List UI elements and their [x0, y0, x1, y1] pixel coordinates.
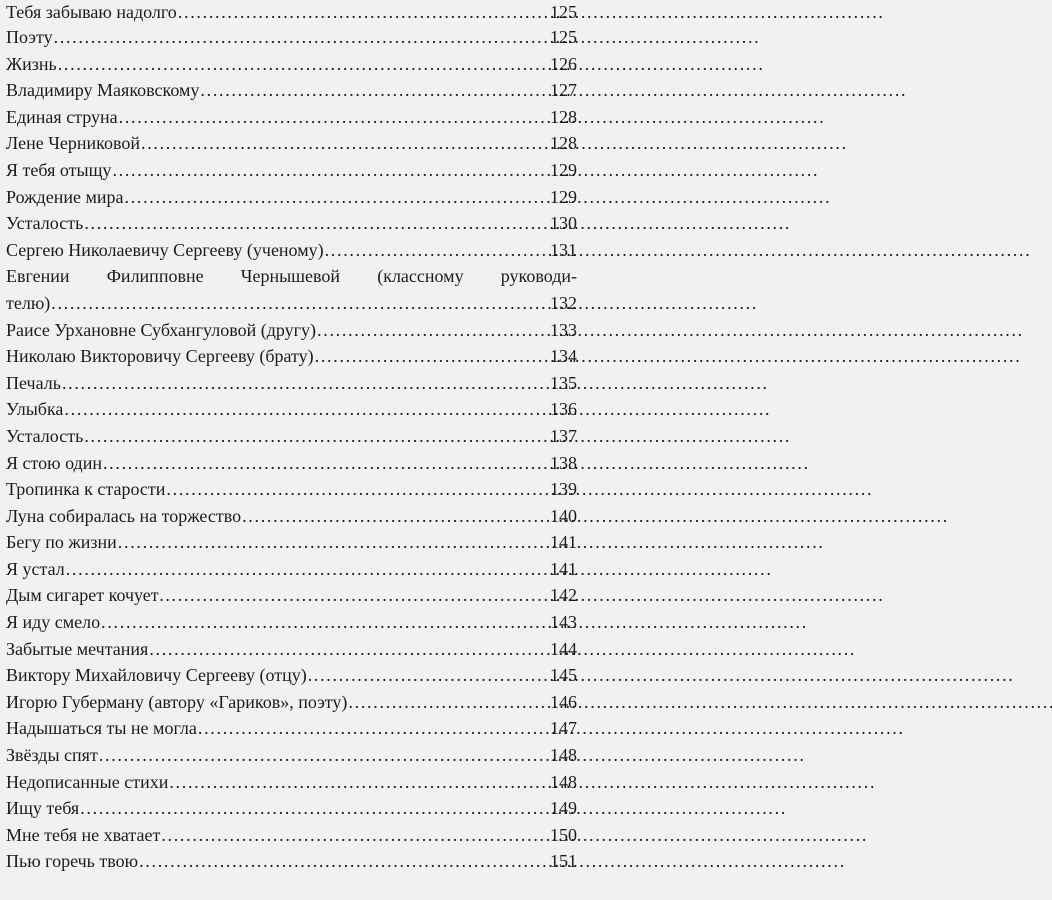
dot-leader	[315, 343, 549, 370]
dot-leader	[112, 157, 549, 184]
toc-entry-title: Забытые мечтания	[6, 638, 149, 659]
toc-entry-title: Пью горечь твою	[6, 851, 139, 872]
toc-entry	[6, 51, 577, 78]
toc-entry-title: Раисе Урхановне Субхангуловой (другу)	[6, 319, 317, 340]
toc-entry-page: 133	[550, 319, 577, 340]
dot-leader	[124, 184, 549, 211]
toc-entry-page: 130	[550, 213, 577, 234]
toc-entry-page: 151	[550, 851, 577, 872]
toc-entry	[6, 556, 577, 583]
dot-leader	[66, 556, 549, 583]
toc-entry	[6, 0, 577, 24]
toc-entry-title: Ищу тебя	[6, 798, 80, 819]
toc-entry-page: 147	[550, 718, 577, 739]
toc-entry-page: 132	[550, 292, 577, 313]
dot-leader	[166, 476, 549, 503]
toc-entry	[6, 370, 577, 397]
toc-entry-page: 141	[550, 558, 577, 579]
toc-entry	[6, 476, 577, 503]
toc-entry-title: Усталость	[6, 425, 84, 446]
dot-leader	[62, 370, 549, 397]
toc-entry-page: 149	[550, 798, 577, 819]
toc-entry-page: 139	[550, 479, 577, 500]
toc-entry	[6, 450, 577, 477]
toc-entry-title: Я иду смело	[6, 612, 101, 633]
toc-entry-page: 150	[550, 824, 577, 845]
toc-entry	[6, 104, 577, 131]
toc-entry	[6, 237, 577, 264]
dot-leader	[84, 423, 549, 450]
dot-leader	[119, 104, 549, 131]
toc-entry-page: 129	[550, 186, 577, 207]
toc-entry-page: 128	[550, 106, 577, 127]
toc-entry-title: Евгении Филипповне Чернышевой (классному руководи-	[6, 266, 577, 287]
toc-entry-title: Дым сигарет кочует…	[6, 585, 177, 606]
toc-entry-page: 137	[550, 425, 577, 446]
toc-entry	[6, 290, 577, 317]
toc-entry-page: 134	[550, 346, 577, 367]
toc-entry-title: Поэту	[6, 27, 53, 47]
toc-entry-page: 138	[550, 452, 577, 473]
toc-entry-title: Недописанные стихи	[6, 771, 169, 792]
toc-entry-title: Единая струна	[6, 106, 118, 127]
toc-entry-page: 125	[550, 2, 577, 22]
dot-leader	[317, 317, 549, 344]
toc-entry-title: Тебя забываю надолго	[6, 2, 177, 22]
toc-entry-title: Надышаться ты не могла	[6, 718, 197, 739]
dot-leader	[178, 0, 549, 24]
dot-leader	[80, 795, 549, 822]
toc-entry-page: 141	[550, 532, 577, 553]
toc-entry	[6, 157, 577, 184]
toc-entry-page: 126	[550, 53, 577, 74]
dot-leader	[58, 51, 549, 78]
dot-leader	[200, 77, 549, 104]
dot-leader	[54, 24, 549, 51]
toc-entry	[6, 769, 577, 796]
toc-entry-page: 145	[550, 665, 577, 686]
toc-entry	[6, 423, 577, 450]
dot-leader	[118, 529, 549, 556]
dot-leader	[141, 130, 549, 157]
dot-leader	[64, 396, 549, 423]
toc-entry-page: 127	[550, 80, 577, 101]
toc-entry	[6, 795, 577, 822]
toc-entry-title: Тропинка к старости	[6, 479, 166, 500]
toc-entry	[6, 742, 577, 769]
toc-entry-title: Я устал	[6, 558, 65, 579]
toc-entry	[6, 396, 577, 423]
toc-entry	[6, 184, 577, 211]
toc-entry	[6, 24, 577, 51]
toc-entry	[6, 77, 577, 104]
toc-entry-title: Звёзды спят	[6, 745, 98, 766]
toc-entry	[6, 210, 577, 237]
toc-entry-title: Владимиру Маяковскому	[6, 80, 200, 101]
toc-entry	[6, 343, 577, 370]
toc-entry-continued	[6, 263, 577, 290]
toc-entry-title: Я тебя отыщу	[6, 159, 112, 180]
toc-entry-page: 125	[550, 27, 577, 47]
toc-entry	[6, 503, 577, 530]
toc-entry-page: 135	[550, 372, 577, 393]
dot-leader	[198, 715, 549, 742]
toc-entry-title: Печаль	[6, 372, 61, 393]
dot-leader	[169, 769, 549, 796]
toc-entry-title: Я стою один	[6, 452, 102, 473]
table-of-contents	[6, 0, 577, 875]
dot-leader	[178, 582, 549, 609]
dot-leader	[161, 822, 549, 849]
toc-entry-title: Жизнь	[6, 53, 57, 74]
toc-entry	[6, 715, 577, 742]
toc-entry-title: Улыбка	[6, 399, 64, 420]
toc-entry-title: Бегу по жизни	[6, 532, 117, 553]
toc-entry-page: 129	[550, 159, 577, 180]
toc-entry	[6, 689, 577, 716]
toc-entry-title: Игорю Губерману (автору «Гариков», поэту)	[6, 691, 348, 712]
dot-leader	[325, 237, 549, 264]
toc-entry-title: Сергею Николаевичу Сергееву (ученому)	[6, 239, 324, 260]
toc-entry-page: 131	[550, 239, 577, 260]
toc-entry-title-continuation: телю)	[6, 292, 51, 313]
toc-entry-title: Мне тебя не хватает	[6, 824, 161, 845]
toc-entry-page: 144	[550, 638, 577, 659]
dot-leader	[103, 450, 549, 477]
dot-leader	[101, 609, 549, 636]
dot-leader	[51, 290, 549, 317]
toc-entry-title: Усталость	[6, 213, 84, 234]
toc-entry-page: 136	[550, 399, 577, 420]
dot-leader	[139, 848, 549, 875]
toc-entry-page: 142	[550, 585, 577, 606]
dot-leader	[242, 503, 549, 530]
toc-entry	[6, 529, 577, 556]
toc-entry	[6, 609, 577, 636]
toc-entry	[6, 582, 577, 609]
toc-entry-page: 128	[550, 133, 577, 154]
toc-entry-page: 148	[550, 745, 577, 766]
dot-leader	[348, 689, 549, 716]
dot-leader	[99, 742, 549, 769]
toc-entry-title: Луна собиралась на торжество	[6, 505, 242, 526]
dot-leader	[149, 636, 549, 663]
toc-entry	[6, 822, 577, 849]
toc-entry-title: Николаю Викторовичу Сергееву (брату)	[6, 346, 314, 367]
toc-entry-page: 148	[550, 771, 577, 792]
toc-entry	[6, 662, 577, 689]
dot-leader	[308, 662, 549, 689]
toc-entry-page: 146	[550, 691, 577, 712]
toc-entry-title: Виктору Михайловичу Сергееву (отцу)	[6, 665, 307, 686]
toc-entry-title: Рождение мира	[6, 186, 124, 207]
toc-entry-page: 143	[550, 612, 577, 633]
toc-entry	[6, 636, 577, 663]
toc-entry	[6, 848, 577, 875]
toc-entry-page: 140	[550, 505, 577, 526]
toc-entry	[6, 130, 577, 157]
dot-leader	[84, 210, 549, 237]
toc-entry	[6, 317, 577, 344]
toc-entry-title: Лене Черниковой	[6, 133, 140, 154]
